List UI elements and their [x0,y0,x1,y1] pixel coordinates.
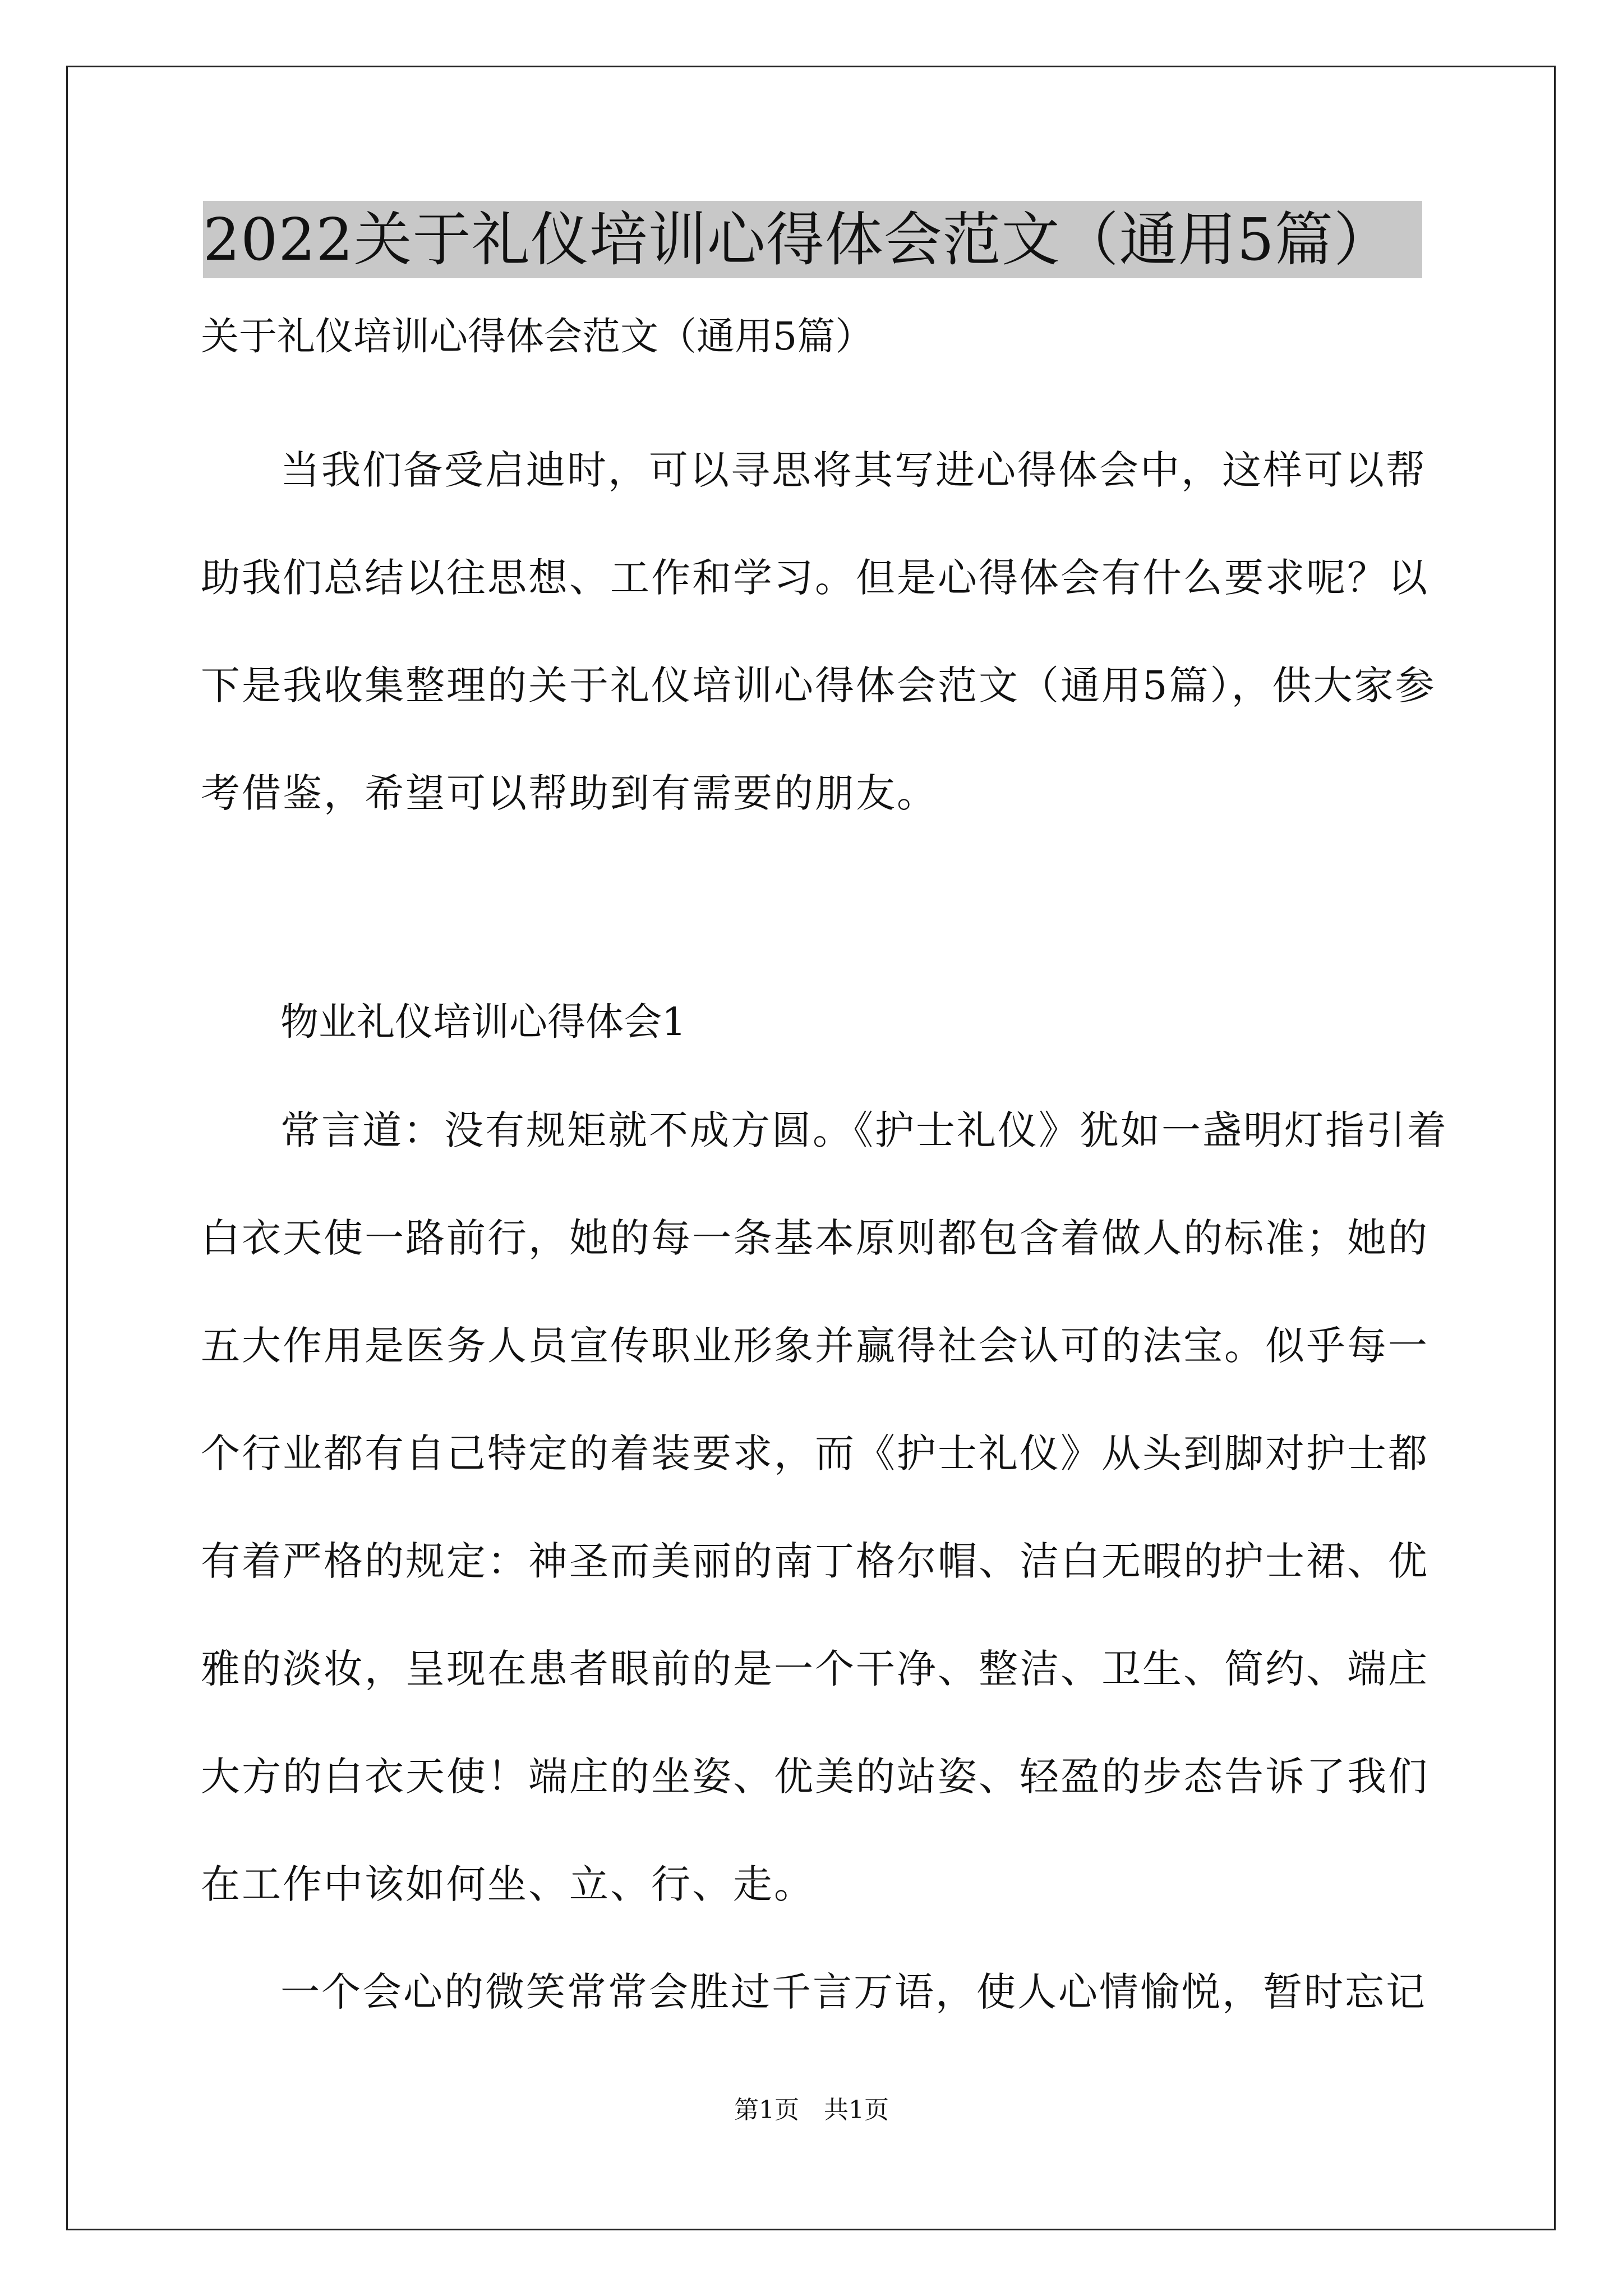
section-line: 有着严格的规定：神圣而美丽的南丁格尔帽、洁白无暇的护士裙、优 [201,1538,1429,1584]
section-line: 五大作用是医务人员宣传职业形象并赢得社会认可的法宝。似乎每一 [201,1323,1429,1369]
section-line: 一个会心的微笑常常会胜过千言万语，使人心情愉悦，暂时忘记 [280,1969,1427,2015]
section-line: 常言道：没有规矩就不成方圆。《护士礼仪》犹如一盏明灯指引着 [280,1107,1448,1153]
section-line: 白衣天使一路前行，她的每一条基本原则都包含着做人的标准；她的 [201,1215,1429,1261]
document-title: 2022关于礼仪培训心得体会范文（通用5篇） [203,205,1393,274]
intro-line: 当我们备受启迪时，可以寻思将其写进心得体会中，这样可以帮 [280,447,1427,493]
intro-line: 下是我收集整理的关于礼仪培训心得体会范文（通用5篇），供大家参 [201,662,1436,708]
section-heading: 物业礼仪培训心得体会1 [280,1000,686,1045]
section-line: 在工作中该如何坐、立、行、走。 [201,1861,815,1907]
page-footer: 第1页 共1页 [734,2096,889,2124]
section-line: 雅的淡妆，呈现在患者眼前的是一个干净、整洁、卫生、简约、端庄 [201,1646,1429,1692]
section-line: 大方的白衣天使！端庄的坐姿、优美的站姿、轻盈的步态告诉了我们 [201,1754,1429,1800]
intro-line: 考借鉴，希望可以帮助到有需要的朋友。 [201,770,938,816]
section-line: 个行业都有自己特定的着装要求，而《护士礼仪》从头到脚对护士都 [201,1430,1429,1476]
intro-line: 助我们总结以往思想、工作和学习。但是心得体会有什么要求呢？以 [201,555,1429,601]
document-subtitle: 关于礼仪培训心得体会范文（通用5篇） [201,315,874,359]
title-highlight [203,201,1422,278]
